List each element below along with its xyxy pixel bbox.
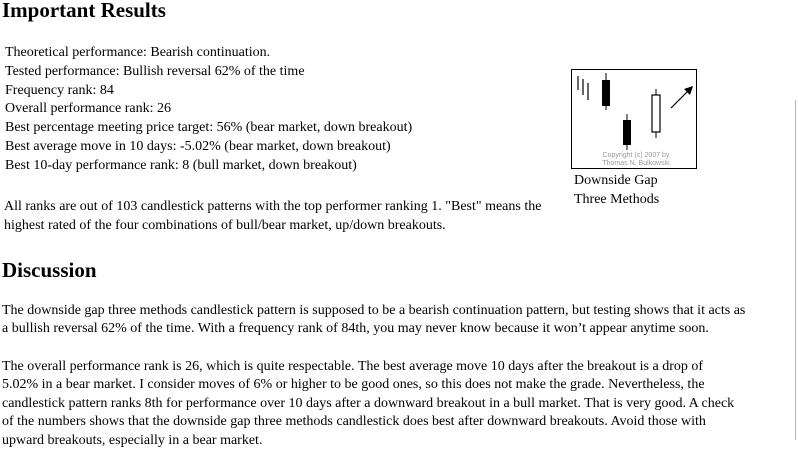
candle-3-body <box>652 95 660 132</box>
paragraph-2-line-4: of the numbers shows that the downside gap three methods candlestick does best after downward breakouts. Avoid those with <box>2 414 706 430</box>
result-theoretical-performance: Theoretical performance: Bearish continuation. <box>5 45 271 60</box>
result-10-day-rank: Best 10-day performance rank: 8 (bull market, down breakout) <box>5 157 357 173</box>
paragraph-2-line-5: upward breakouts, especially in a bear market. <box>2 432 263 448</box>
candlestick-pattern-diagram-icon <box>572 70 696 168</box>
paragraph-2-line-1: The overall performance rank is 26, which is quite respectable. The best average move 10 days after the breakout is a drop of <box>2 359 704 374</box>
paragraph-1-line-2: a bullish reversal 62% of the time. With a frequency rank of 84th, you may never know because it won’t appear anytime soon. <box>2 321 709 337</box>
ranks-note: All ranks are out of 103 candlestick patterns with the top performer ranking 1. "Best" means the highest rated of the four combinations of bull/bear market, up/down breakouts. <box>4 199 542 233</box>
result-frequency-rank: Frequency rank: 84 <box>5 82 114 98</box>
paragraph-2-line-2: 5.02% in a bear market. I consider moves of 6% or higher to be good ones, so this does not make the grade. Nevertheless, the <box>2 377 705 393</box>
figure-caption-line2: Three Methods <box>574 191 660 207</box>
result-tested-performance: Tested performance: Bullish reversal 62% of the time <box>5 63 305 79</box>
figure-caption-line1: Downside Gap <box>574 173 658 188</box>
results-list <box>5 44 412 176</box>
figure-copyright-line1: Copyright (c) 2007 by <box>602 152 670 159</box>
discussion-heading: Discussion <box>2 258 97 282</box>
paragraph-2-line-3: candlestick pattern ranks 8th for performance over 10 days after a downward breakout in a bull market. That is very good. A check <box>2 395 735 411</box>
candlestick-pattern-figure <box>571 69 697 169</box>
figure-copyright-line2: Thomas N. Bulkowski <box>602 160 670 167</box>
scrollbar-edge[interactable] <box>795 100 799 440</box>
result-overall-rank: Overall performance rank: 26 <box>5 101 171 117</box>
important-results-heading: Important Results <box>2 0 166 22</box>
discussion-paragraph-1 <box>2 302 798 339</box>
paragraph-1-line-1: The downside gap three methods candlestick pattern is supposed to be a bearish continuation pattern, but testing shows that it acts as <box>2 303 746 318</box>
result-average-move: Best average move in 10 days: -5.02% (bear market, down breakout) <box>5 138 391 154</box>
figure-caption <box>574 172 659 209</box>
discussion-paragraph-2 <box>2 358 798 450</box>
candle-1-body <box>602 80 610 106</box>
result-price-target: Best percentage meeting price target: 56% (bear market, down breakout) <box>5 120 413 136</box>
candle-2-body <box>623 120 631 145</box>
